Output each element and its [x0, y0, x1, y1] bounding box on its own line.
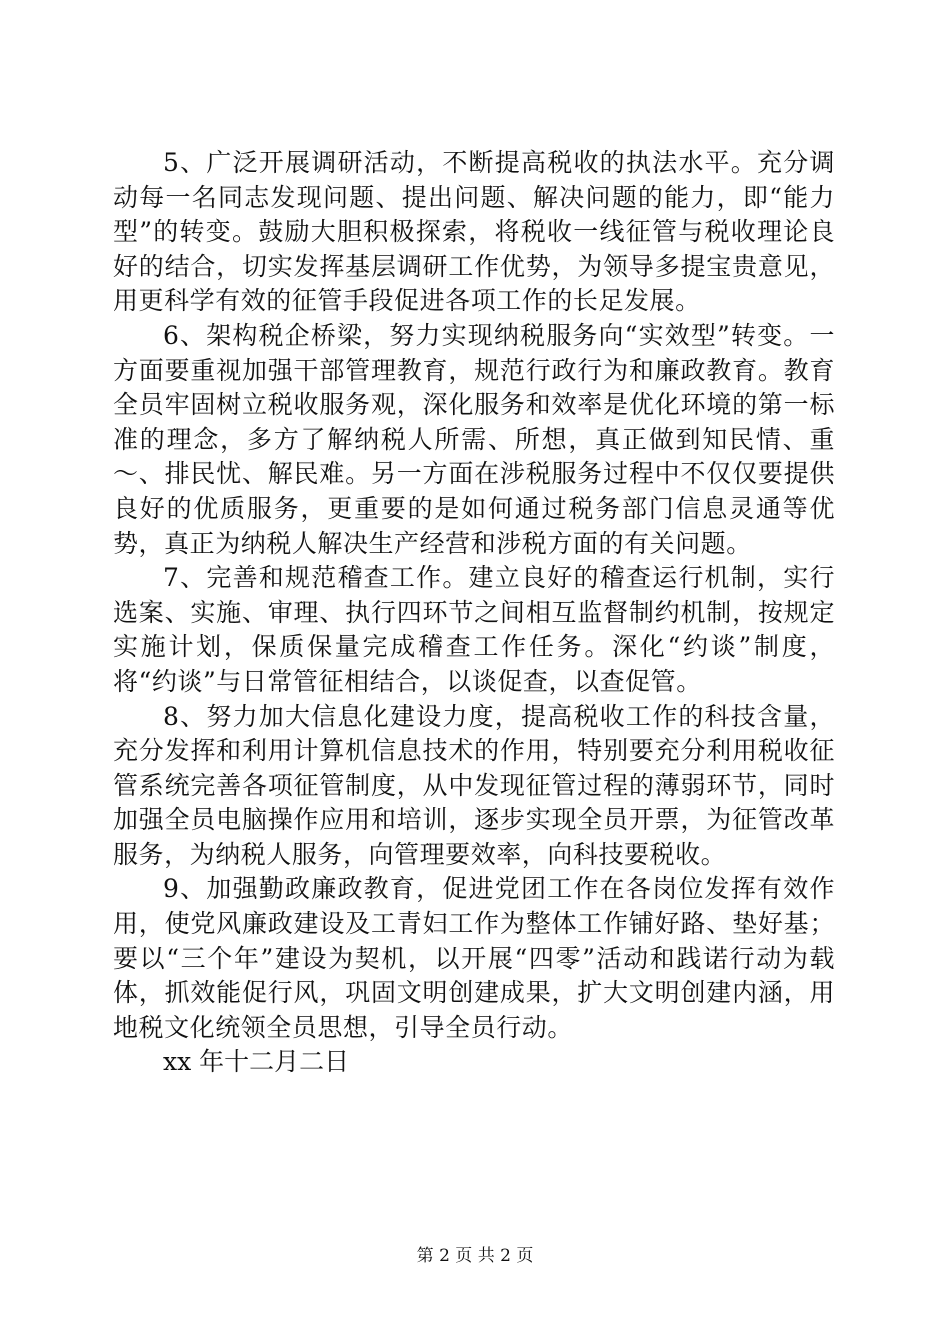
- paragraph-5: 5、广泛开展调研活动，不断提高税收的执法水平。充分调动每一名同志发现问题、提出问题、解决问题的能力，即“能力型”的转变。鼓励大胆积极探索，将税收一线征管与税收理论良好的结合，切实发挥基层调研工作优势，为领导多提宝贵意见，用更科学有效的征管手段促进各项工作的长足发展。: [113, 148, 835, 316]
- page-footer: 第 2 页 共 2 页: [416, 1246, 534, 1266]
- paragraph-9: 9、加强勤政廉政教育，促进党团工作在各岗位发挥有效作用，使党风廉政建设及工青妇工作为整体工作铺好路、垫好基；要以“三个年”建设为契机，以开展“四零”活动和践诺行动为载体，抓效能促行风，巩固文明创建成果，扩大文明创建内涵，用地税文化统领全员思想，引导全员行动。: [113, 874, 835, 1042]
- paragraph-6: 6、架构税企桥梁，努力实现纳税服务向“实效型”转变。一方面要重视加强干部管理教育，规范行政行为和廉政教育。教育全员牢固树立税收服务观，深化服务和效率是优化环境的第一标准的理念，多方了解纳税人所需、所想，真正做到知民情、重～、排民忧、解民难。另一方面在涉税服务过程中不仅仅要提供良好的优质服务，更重要的是如何通过税务部门信息灵通等优势，真正为纳税人解决生产经营和涉税方面的有关问题。: [113, 320, 835, 558]
- document-date: xx 年十二月二日: [163, 1047, 350, 1077]
- paragraph-8: 8、努力加大信息化建设力度，提高税收工作的科技含量，充分发挥和利用计算机信息技术的作用，特别要充分利用税收征管系统完善各项征管制度，从中发现征管过程的薄弱环节，同时加强全员电脑操作应用和培训，逐步实现全员开票，为征管改革服务，为纳税人服务，向管理要效率，向科技要税收。: [113, 701, 835, 869]
- document-body: [113, 146, 835, 1080]
- paragraph-7: 7、完善和规范稽查工作。建立良好的稽查运行机制，实行选案、实施、审理、执行四环节之间相互监督制约机制，按规定实施计划，保质保量完成稽查工作任务。深化“约谈”制度，将“约谈”与日常管征相结合，以谈促查，以查促管。: [113, 563, 835, 696]
